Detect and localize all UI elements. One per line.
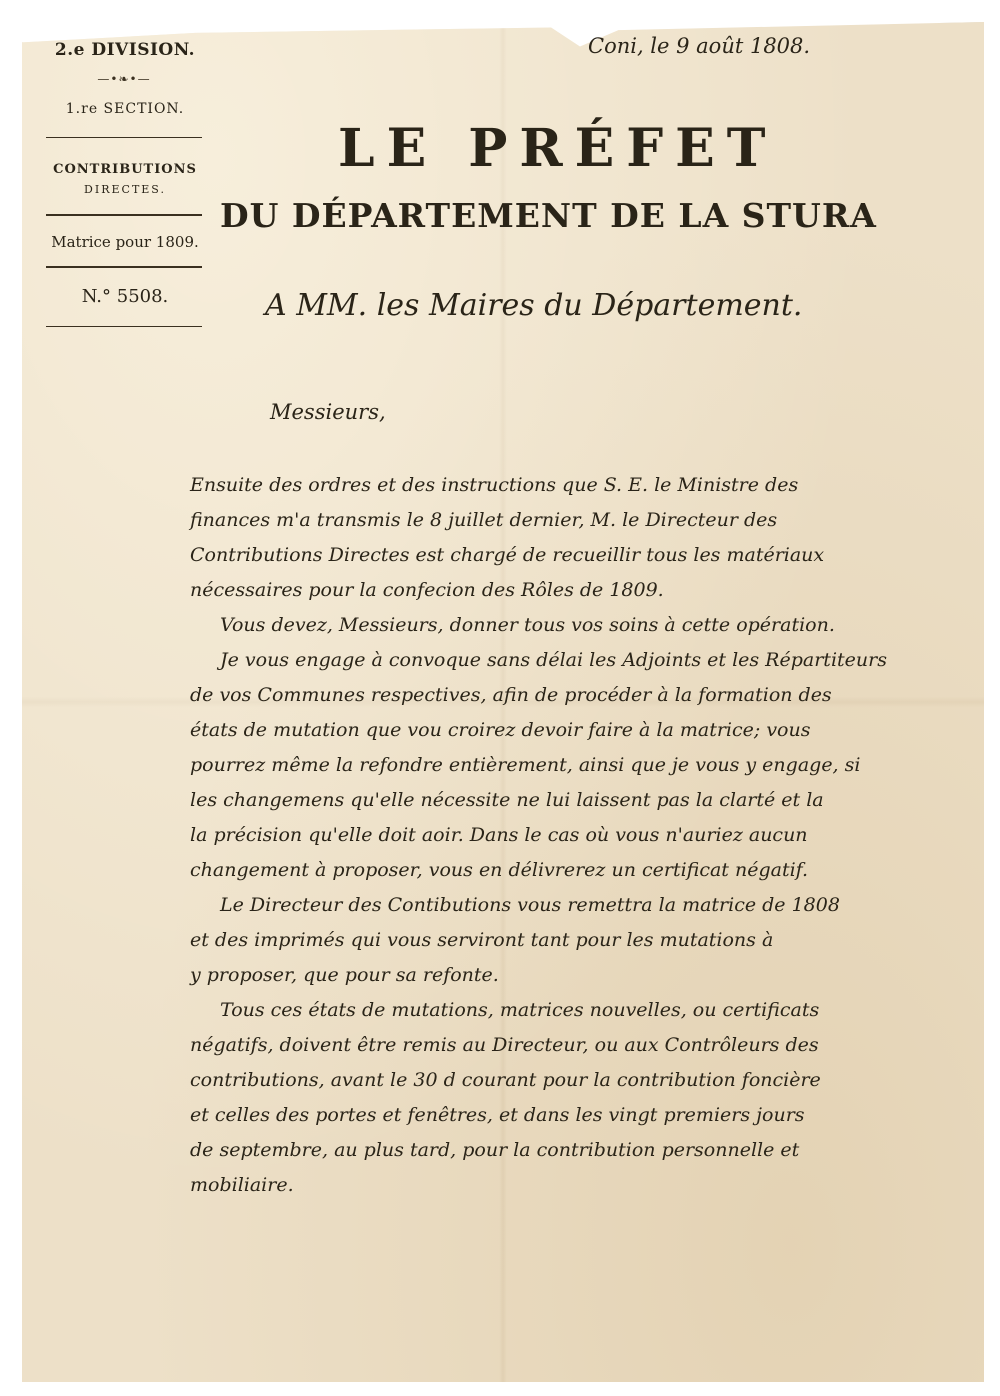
letter-line: changement à proposer, vous en délivrerez un certificat négatif.: [190, 859, 809, 881]
contributions-line-1: CONTRIBUTIONS: [53, 162, 197, 177]
letter-line: Tous ces états de mutations, matrices nouvelles, ou certificats: [220, 999, 820, 1021]
letter-line: états de mutation que vou croirez devoir faire à la matrice; vous: [190, 719, 811, 741]
letter-line: de septembre, au plus tard, pour la contribution personnelle et: [190, 1139, 800, 1161]
contributions-line-2: DIRECTES.: [84, 183, 166, 196]
letter-line: contributions, avant le 30 d courant pour la contribution foncière: [190, 1069, 821, 1091]
contributions-label: [46, 160, 204, 200]
section-label: 1.re SECTION.: [65, 101, 185, 117]
letter-line: Vous devez, Messieurs, donner tous vos soins à cette opération.: [220, 614, 835, 636]
letter-line: les changemens qu'elle nécessite ne lui laissent pas la clarté et la: [190, 789, 824, 811]
letter-line: nécessaires pour la confecion des Rôles de 1809.: [190, 579, 664, 601]
title-prefet: LE PRÉFET: [338, 118, 778, 179]
document-number: N.° 5508.: [81, 286, 169, 307]
letter-line: Le Directeur des Contibutions vous remettra la matrice de 1808: [220, 894, 840, 916]
letter-line: Contributions Directes est chargé de recueillir tous les matériaux: [190, 544, 825, 566]
divider-rule: [46, 214, 202, 216]
letter-date: Coni, le 9 août 1808.: [588, 34, 811, 58]
letter-line: négatifs, doivent être remis au Directeur, ou aux Contrôleurs des: [190, 1034, 819, 1056]
letter-line: et des imprimés qui vous serviront tant pour les mutations à: [190, 929, 774, 951]
address-line: A MM. les Maires du Département.: [265, 288, 803, 323]
letter-line: pourrez même la refondre entièrement, ainsi que je vous y engage, si: [190, 754, 861, 776]
letter-line: y proposer, que pour sa refonte.: [190, 964, 499, 986]
divider-rule: [46, 137, 202, 138]
letter-line: Ensuite des ordres et des instructions que S. E. le Ministre des: [190, 474, 799, 496]
ornament-divider: —•❧•—: [97, 72, 151, 86]
letter-line: la précision qu'elle doit aoir. Dans le cas où vous n'auriez aucun: [190, 824, 808, 846]
letter-line: finances m'a transmis le 8 juillet dernier, M. le Directeur des: [190, 509, 778, 531]
letter-line: Je vous engage à convoque sans délai les Adjoints et les Répartiteurs: [220, 649, 887, 671]
letter-line: de vos Communes respectives, afin de procéder à la formation des: [190, 684, 832, 706]
letter-line: et celles des portes et fenêtres, et dans les vingt premiers jours: [190, 1104, 805, 1126]
title-department: DU DÉPARTEMENT DE LA STURA: [220, 196, 877, 235]
divider-rule: [46, 326, 202, 327]
letter-line: mobiliaire.: [190, 1174, 294, 1196]
division-label: 2.e DIVISION.: [54, 40, 196, 60]
salutation: Messieurs,: [270, 400, 386, 424]
matrice-label: Matrice pour 1809.: [51, 233, 199, 251]
divider-rule: [46, 266, 202, 268]
